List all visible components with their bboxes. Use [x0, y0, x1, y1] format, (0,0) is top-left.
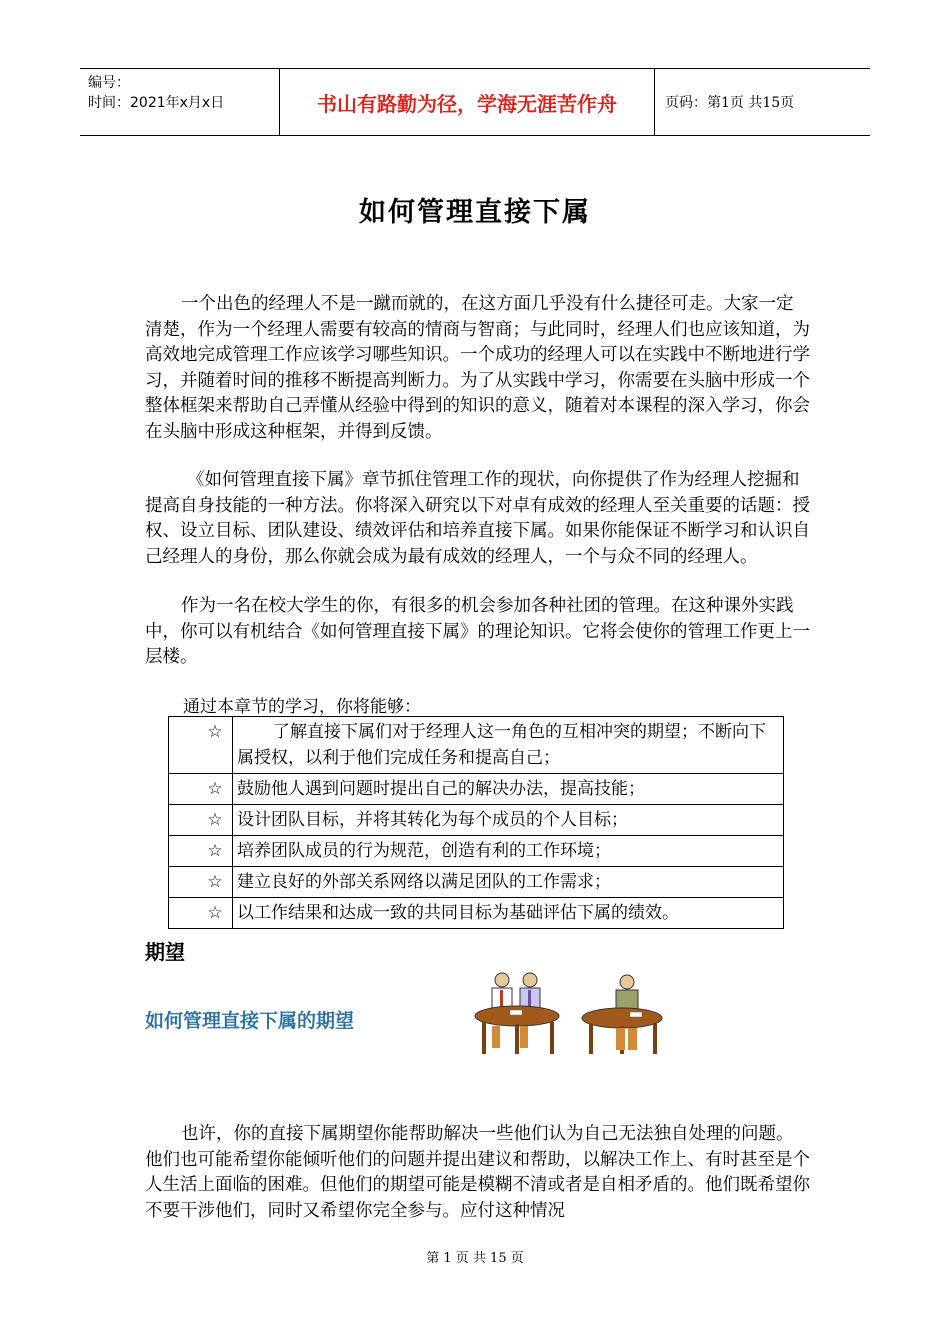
goal-text: 设计团队目标，并将其转化为每个成员的个人目标；: [233, 805, 784, 836]
paragraph-1: 一个出色的经理人不是一蹴而就的，在这方面几乎没有什么捷径可走。大家一定清楚，作为一个经理人需要有较高的情商与智商；与此同时，经理人们也应该知道，为高效地完成管理工作应该学习哪些知识。一个成功的经理人可以在实践中不断地进行学习，并随着时间的推移不断提高判断力。为了从实践中学习，你需要在头脑中形成一个整体框架来帮助自己弄懂从经验中得到的知识的意义，随着对本课程的深入学习，你会在头脑中形成这种框架，并得到反馈。: [145, 294, 810, 442]
paragraph-2: 《如何管理直接下属》章节抓住管理工作的现状，向你提供了作为经理人挖掘和提高自身技能的一种方法。你将深入研究以下对卓有成效的经理人至关重要的话题：授权、设立目标、团队建设、绩效评估和培养直接下属。如果你能保证不断学习和认识自己经理人的身份，那么你就会成为最有成效的经理人，一个与众不同的经理人。: [145, 470, 810, 567]
document-code-label: 编号：: [88, 75, 130, 91]
goal-text: 鼓励他人遇到问题时提出自己的解决办法，提高技能；: [233, 774, 784, 805]
people-at-tables-illustration: [470, 968, 685, 1058]
star-icon: ☆: [169, 867, 233, 898]
goal-row: [169, 805, 784, 836]
page-footer: 第 1 页 共 15 页: [426, 1251, 524, 1266]
goal-text: 培养团队成员的行为规范，创造有利的工作环境；: [233, 836, 784, 867]
star-icon: ☆: [169, 898, 233, 929]
document-title: 如何管理直接下属: [359, 197, 591, 228]
goal-text: 建立良好的外部关系网络以满足团队的工作需求；: [233, 867, 784, 898]
document-date-label: 时间：2021年x月x日: [88, 95, 225, 111]
goal-text: 以工作结果和达成一致的共同目标为基础评估下属的绩效。: [233, 898, 784, 929]
goal-row: [169, 867, 784, 898]
paragraph-4: 也许，你的直接下属期望你能帮助解决一些他们认为自己无法独自处理的问题。他们也可能希望你能倾听他们的问题并提出建议和帮助，以解决工作上、有时甚至是个人生活上面临的困难。但他们的期望可能是模糊不清或者是自相矛盾的。他们既希望你不要干涉他们，同时又希望你完全参与。应付这种情况: [145, 1124, 810, 1221]
star-icon: ☆: [169, 836, 233, 867]
paragraph-3: 作为一名在校大学生的你，有很多的机会参加各种社团的管理。在这种课外实践中，你可以有机结合《如何管理直接下属》的理论知识。它将会使你的管理工作更上一层楼。: [145, 596, 810, 667]
star-icon: ☆: [169, 805, 233, 836]
goals-intro: 通过本章节的学习，你将能够：: [183, 697, 421, 717]
goal-row: [169, 774, 784, 805]
goal-text: 了解直接下属们对于经理人这一角色的互相冲突的期望；不断向下属授权，以利于他们完成任务和提高自己；: [233, 717, 784, 774]
header-motto: 书山有路勤为径，学海无涯苦作舟: [317, 91, 617, 116]
header-page-info: 页码：第1页 共15页: [665, 95, 795, 111]
subheading: 如何管理直接下属的期望: [145, 1010, 355, 1032]
goals-table: [168, 716, 784, 929]
goal-row: [169, 836, 784, 867]
star-icon: ☆: [169, 774, 233, 805]
goal-row: [169, 898, 784, 929]
page-header: [80, 68, 870, 136]
section-heading: 期望: [145, 940, 185, 964]
star-icon: ☆: [169, 717, 233, 774]
header-meta: [80, 69, 280, 135]
header-motto-cell: [280, 69, 655, 135]
goal-row: [169, 717, 784, 774]
